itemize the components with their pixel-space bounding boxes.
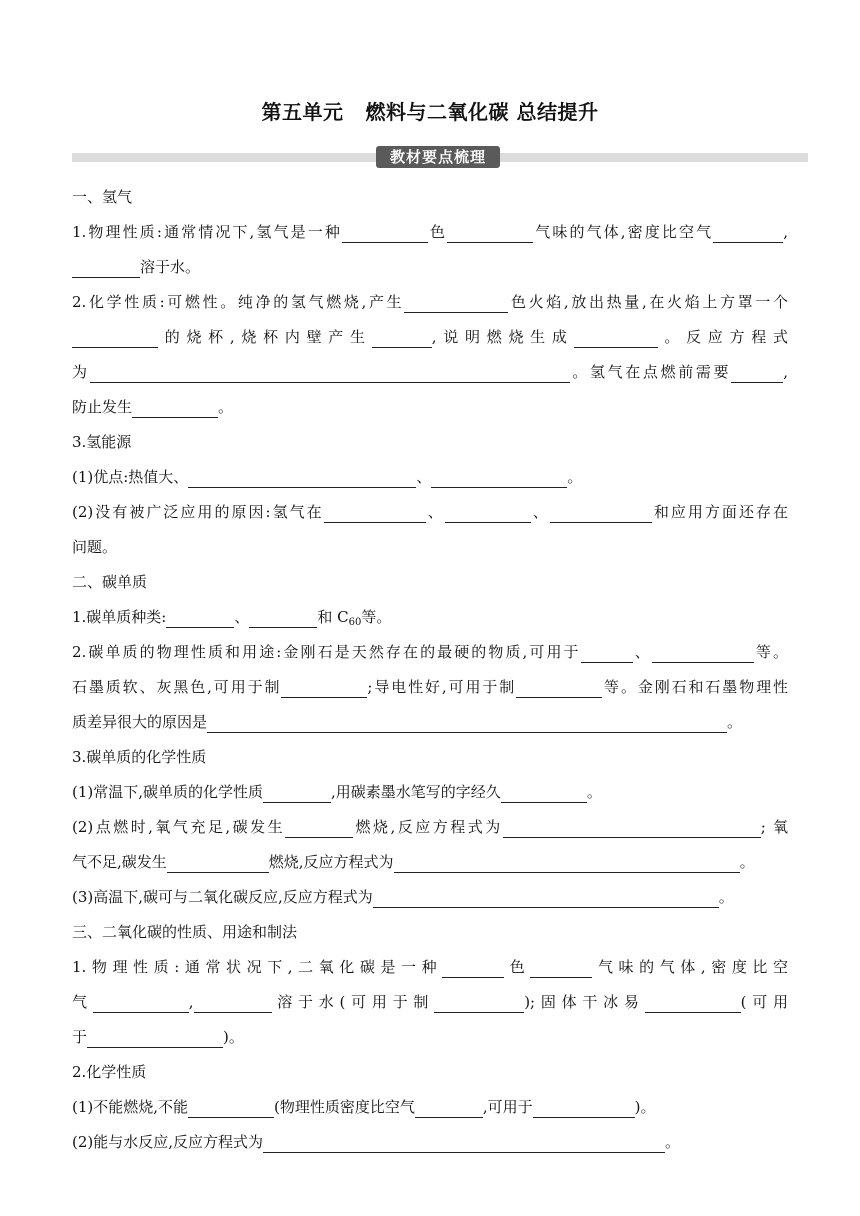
blank[interactable] <box>285 817 353 838</box>
carbon-physical-line-2: 石墨质软、灰黑色,可用于制 ;导电性好,可用于制 等。金刚石和石墨物理性 <box>72 678 788 696</box>
blank[interactable] <box>188 467 416 488</box>
carbon-physical-line-1: 2.碳单质的物理性质和用途:金刚石是天然存在的最硬的物质,可用于 、 等。 <box>72 643 788 661</box>
blank[interactable] <box>447 222 533 243</box>
hydrogen-physical-line-2: 溶于水。 <box>72 250 788 285</box>
section-badge: 教材要点梳理 <box>376 146 500 168</box>
blank[interactable] <box>415 1097 483 1118</box>
blank[interactable] <box>652 642 754 663</box>
hydrogen-energy-advantages: (1)优点:热值大、 、 。 <box>72 468 583 486</box>
blank[interactable] <box>404 292 508 313</box>
blank[interactable] <box>281 677 367 698</box>
carbon-physical-line-3: 质差异很大的原因是 。 <box>72 713 743 731</box>
blank[interactable] <box>645 992 741 1013</box>
blank[interactable] <box>263 1132 665 1153</box>
unit-topic: 燃料与二氧化碳 总结提升 <box>365 100 599 124</box>
page-title <box>0 96 860 125</box>
blank[interactable] <box>93 992 189 1013</box>
hydrogen-energy-obstacles-line-1: (2)没有被广泛应用的原因:氢气在 、 、 和应用方面还存在 <box>72 503 788 521</box>
hydrogen-energy-obstacles-line-2: 问题。 <box>72 538 118 556</box>
carbon-chemical-high-temp: (3)高温下,碳可与二氧化碳反应,反应方程式为 。 <box>72 888 734 906</box>
carbon-chemical-heading: 3.碳单质的化学性质 <box>72 748 207 766</box>
hydrogen-energy-heading: 3.氢能源 <box>72 433 132 451</box>
blank[interactable] <box>249 607 317 628</box>
blank[interactable] <box>394 852 740 873</box>
blank[interactable] <box>263 782 331 803</box>
blank[interactable] <box>445 502 531 523</box>
co2-physical-line-1: 1.物理性质:通常状况下,二氧化碳是一种 色 气味的气体,密度比空 <box>72 958 788 976</box>
co2-chemical-combustion: (1)不能燃烧,不能 (物理性质密度比空气 ,可用于 )。 <box>72 1098 656 1116</box>
blank[interactable] <box>550 502 652 523</box>
blank[interactable] <box>373 887 719 908</box>
section-heading-hydrogen: 一、氢气 <box>72 188 133 206</box>
carbon-chemical-room-temp: (1)常温下,碳单质的化学性质 ,用碳素墨水笔写的字经久 。 <box>72 783 602 801</box>
blank[interactable] <box>87 1027 223 1048</box>
blank[interactable] <box>167 852 269 873</box>
blank[interactable] <box>207 712 727 733</box>
section-heading-carbon: 二、碳单质 <box>72 573 148 591</box>
blank[interactable] <box>713 222 783 243</box>
blank[interactable] <box>516 677 602 698</box>
blank[interactable] <box>324 502 426 523</box>
blank[interactable] <box>574 327 658 348</box>
blank[interactable] <box>503 817 761 838</box>
co2-chemical-water: (2)能与水反应,反应方程式为 。 <box>72 1133 681 1151</box>
hydrogen-chemical-line-1: 2.化学性质:可燃性。纯净的氢气燃烧,产生 色火焰,放出热量,在火焰上方罩一个 <box>72 293 788 311</box>
section-heading-co2: 三、二氧化碳的性质、用途和制法 <box>72 923 298 941</box>
co2-chemical-heading: 2.化学性质 <box>72 1063 147 1081</box>
blank[interactable] <box>442 957 504 978</box>
carbon-chemical-ignite-line-1: (2)点燃时,氧气充足,碳发生 燃烧,反应方程式为 ; 氧 <box>72 818 788 836</box>
hydrogen-chemical-line-3: 为 。氢气在点燃前需要 , <box>72 363 788 381</box>
blank[interactable] <box>166 607 234 628</box>
worksheet-content <box>72 180 788 1160</box>
blank[interactable] <box>132 397 218 418</box>
blank[interactable] <box>731 362 783 383</box>
blank[interactable] <box>72 327 158 348</box>
carbon-chemical-ignite-line-2: 气不足,碳发生 燃烧,反应方程式为 。 <box>72 853 755 871</box>
hydrogen-chemical-line-2: 的烧杯,烧杯内壁产生 ,说明燃烧生成 。反应方程式 <box>72 320 788 355</box>
blank[interactable] <box>188 1097 274 1118</box>
unit-label: 第五单元 <box>261 100 344 124</box>
hydrogen-chemical-line-4: 防止发生 。 <box>72 398 234 416</box>
blank[interactable] <box>434 992 524 1013</box>
co2-physical-line-3: 于 )。 <box>72 1028 244 1046</box>
blank[interactable] <box>501 782 587 803</box>
blank[interactable] <box>372 327 432 348</box>
blank[interactable] <box>533 1097 635 1118</box>
carbon-types: 1.碳单质种类: 、 和 $C_{60}$等。 <box>72 608 392 628</box>
blank[interactable] <box>90 362 570 383</box>
blank[interactable] <box>530 957 592 978</box>
blank[interactable] <box>581 642 633 663</box>
co2-physical-line-2: 气 , 溶于水(可用于制 );固体干冰易 (可用 <box>72 993 788 1011</box>
blank[interactable] <box>194 992 272 1013</box>
blank[interactable] <box>72 257 140 278</box>
blank[interactable] <box>342 222 428 243</box>
blank[interactable] <box>431 467 567 488</box>
hydrogen-physical-line-1: 1.物理性质:通常情况下,氢气是一种 色 气味的气体,密度比空气 , <box>72 223 788 241</box>
